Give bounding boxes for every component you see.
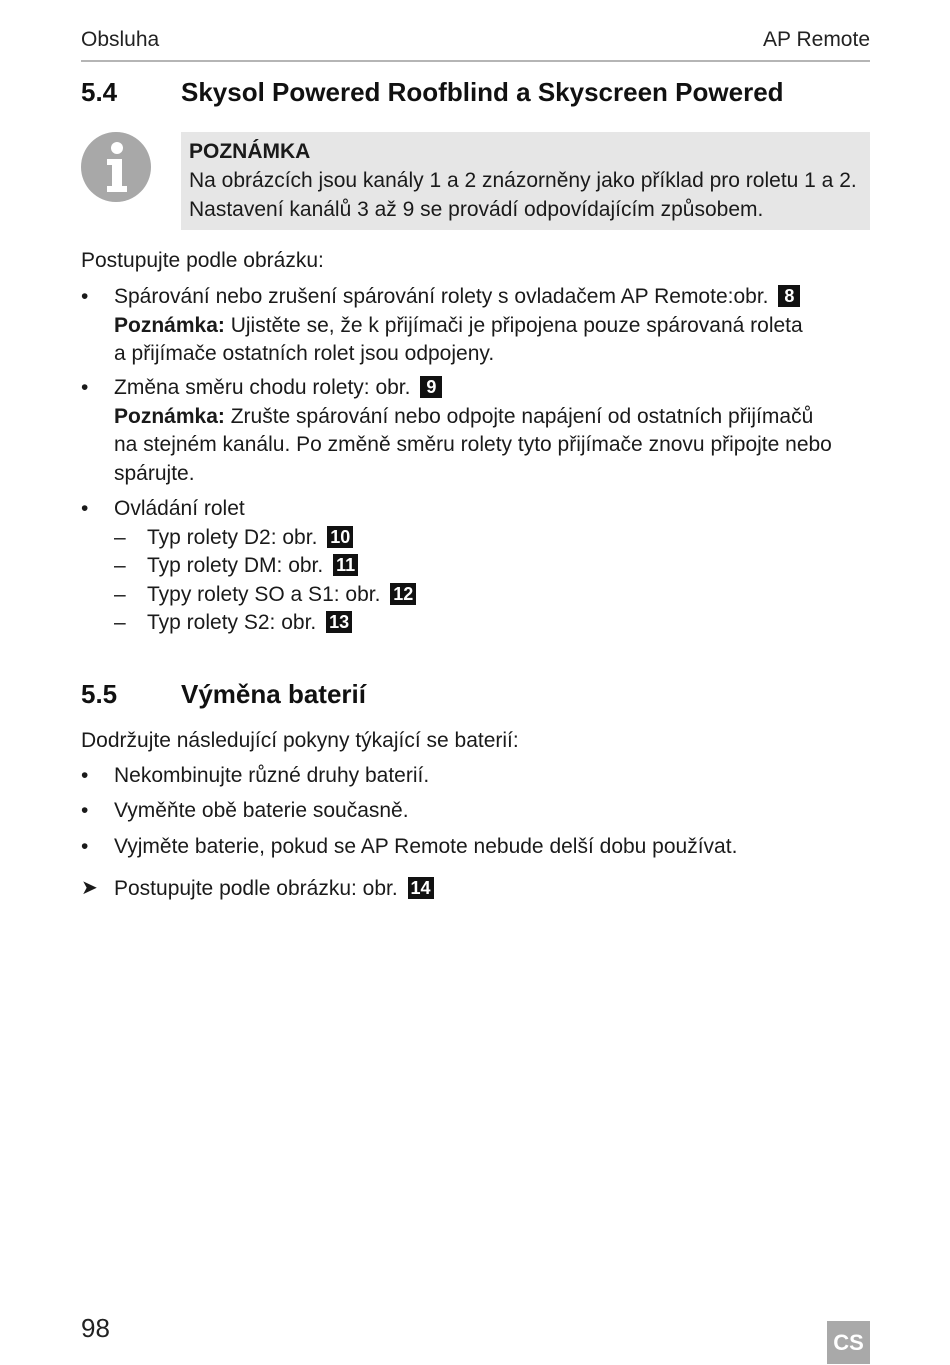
section-number: 5.4 — [81, 77, 118, 107]
bullet-text: Nekombinujte různé druhy baterií. — [114, 764, 430, 787]
dash-mark: – — [114, 582, 126, 606]
section-number: 5.5 — [81, 679, 118, 709]
note-text: na stejném kanálu. Po změně směru rolety tyto přijímače znovu připojte nebo — [114, 433, 832, 456]
note-line-1: Na obrázcích jsou kanály 1 a 2 znázorněny jako příklad pro roletu 1 a 2. — [189, 169, 857, 192]
sub-item-text: Typy rolety SO a S1: obr. — [147, 582, 381, 606]
bullet-mark: • — [81, 799, 89, 822]
note-line-2: Nastavení kanálů 3 až 9 se provádí odpovídajícím způsobem. — [189, 198, 764, 221]
section-title: Skysol Powered Roofblind a Skyscreen Powered — [181, 77, 784, 107]
figure-reference: 8 — [778, 285, 800, 307]
bullet-mark: • — [81, 285, 89, 308]
figure-reference: 14 — [408, 877, 434, 899]
action-step — [81, 875, 434, 903]
instructions-intro: Dodržujte následující pokyny týkající se baterií: — [81, 729, 519, 752]
info-icon — [80, 131, 152, 203]
note-text: spárujte. — [114, 461, 195, 485]
bullet-text: Ovládání rolet — [114, 497, 245, 520]
bullet-text: Spárování nebo zrušení spárování rolety s ovladačem AP Remote:obr. — [114, 285, 769, 308]
page-number: 98 — [81, 1313, 110, 1343]
instructions-intro: Postupujte podle obrázku: — [81, 249, 324, 272]
list-item — [81, 833, 861, 862]
header-section-label: Obsluha — [81, 28, 160, 51]
bullet-mark: • — [81, 497, 89, 520]
note-box — [181, 132, 870, 230]
bullet-mark: • — [81, 376, 89, 399]
note-text: Ujistěte se, že k přijímači je připojena pouze spárovaná roleta — [224, 313, 803, 337]
dash-mark: – — [114, 554, 126, 577]
list-item — [81, 495, 861, 638]
section-title: Výměna baterií — [181, 679, 366, 709]
sub-item-text: Typ rolety S2: obr. — [147, 611, 317, 634]
note-text: a přijímače ostatních rolet jsou odpojeny. — [114, 342, 495, 365]
arrow-icon: ➤ — [81, 877, 98, 899]
figure-reference: 10 — [327, 526, 353, 548]
bullet-text: Vyměňte obě baterie současně. — [114, 799, 409, 822]
section-heading-5-5 — [81, 679, 366, 710]
sub-list-item — [114, 524, 861, 553]
figure-reference: 12 — [390, 583, 416, 605]
language-badge: CS — [827, 1321, 870, 1364]
sub-item-text: Typ rolety DM: obr. — [147, 554, 324, 577]
sub-list-item — [114, 581, 861, 610]
list-item — [81, 374, 861, 488]
bullet-text: Změna směru chodu rolety: obr. — [114, 376, 411, 399]
sub-list-item — [114, 552, 861, 581]
dash-mark: – — [114, 611, 126, 634]
page-header — [81, 28, 870, 62]
note-label: Poznámka: — [114, 313, 225, 337]
header-product-name: AP Remote — [763, 28, 870, 51]
note-label: Poznámka: — [114, 404, 225, 428]
sub-list-item — [114, 609, 861, 638]
figure-reference: 13 — [326, 611, 352, 633]
bullet-mark: • — [81, 764, 89, 787]
figure-reference: 9 — [420, 376, 442, 398]
note-title: POZNÁMKA — [189, 140, 311, 163]
sub-item-text: Typ rolety D2: obr. — [147, 525, 318, 549]
figure-reference: 11 — [333, 554, 358, 576]
dash-mark: – — [114, 525, 126, 549]
bullet-mark: • — [81, 835, 89, 858]
list-item — [81, 762, 861, 791]
action-text: Postupujte podle obrázku: obr. — [114, 877, 398, 900]
list-item — [81, 797, 861, 826]
bullet-text: Vyjměte baterie, pokud se AP Remote nebude delší dobu používat. — [114, 835, 738, 858]
list-item — [81, 283, 861, 369]
section-heading-5-4 — [81, 77, 784, 108]
note-text: Zrušte spárování nebo odpojte napájení od ostatních přijímačů — [224, 404, 814, 428]
